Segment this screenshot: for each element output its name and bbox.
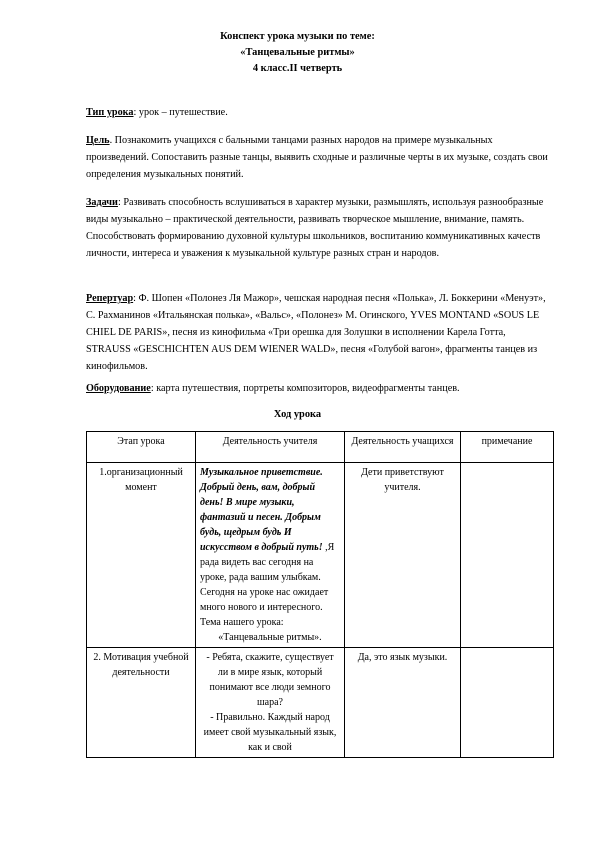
header-title-line1: Конспект урока музыки по теме: — [220, 31, 375, 42]
lesson-type-label: Тип урока — [86, 107, 134, 118]
header-title-line3: 4 класс.II четверть — [252, 63, 343, 74]
students-cell: Да, это язык музыки. — [345, 648, 461, 758]
repertoire-paragraph — [86, 290, 550, 375]
lesson-table — [86, 431, 554, 758]
tasks-paragraph — [86, 194, 550, 262]
note-cell — [461, 648, 554, 758]
table-row — [87, 648, 554, 758]
repertoire-text: : Ф. Шопен «Полонез Ля Мажор», чешская народная песня «Полька», Л. Боккерини «Менуэт», С. Рахманинов «Итальянская полька», «Вальс», «Полонез» М. Огинского, YVES MONTAND «SOUS LE CHIEL DE PARIS», песня из кинофильма «Три орешка для Золушки в исполнении Карела Готта, STRAUSS «GESCHICHTEN AUS DEM WIENER WALD», песня «Голубой вагон», фрагменты танцев из кинофильмов. — [86, 293, 546, 372]
goal-paragraph — [86, 132, 550, 183]
lesson-type-paragraph — [86, 104, 550, 121]
teacher-cell — [196, 463, 345, 648]
teacher-answer: - Правильно. Каждый народ имеет свой музыкальный язык, как и свой — [203, 712, 337, 753]
goal-label: Цель — [86, 135, 110, 146]
goal-text: . Познакомить учащихся с бальными танцами разных народов на примере музыкальных произведений. Сопоставить разные танцы, выявить сходные и различные черты в их музыке, создать свои определения музыкальных понятий. — [86, 135, 548, 180]
table-header-row — [87, 432, 554, 463]
students-cell: Дети приветствуют учителя. — [345, 463, 461, 648]
greeting-verse: Музыкальное приветствие. Добрый день, вам, добрый день! В мире музыки, фантазий и песен. Добрым будь, щедрым будь И искусством в добрый путь! — [200, 467, 323, 553]
repertoire-label: Репертуар — [86, 293, 134, 304]
table-header-note: примечание — [461, 432, 554, 463]
equipment-paragraph — [86, 380, 550, 397]
table-row — [87, 463, 554, 648]
note-cell — [461, 463, 554, 648]
table-header-teacher: Деятельность учителя — [196, 432, 345, 463]
stage-cell: 2. Мотивация учебной деятельности — [87, 648, 196, 758]
tasks-label: Задачи — [86, 197, 118, 208]
teacher-text: ,Я рада видеть вас сегодня на уроке, рада вашим улыбкам. Сегодня на уроке нас ожидает много нового и интересного. Тема нашего урока: — [200, 542, 335, 628]
equipment-label: Оборудование — [86, 383, 151, 394]
equipment-text: : карта путешествия, портреты композиторов, видеофрагменты танцев. — [150, 383, 460, 394]
lesson-type-text: : урок – путешествие. — [133, 107, 228, 118]
table-header-stage: Этап урока — [87, 432, 196, 463]
tasks-text: : Развивать способность вслушиваться в характер музыки, размышлять, используя разнообразные виды музыкально – практической деятельности, развивать творческое мышление, внимание, память. Способствовать формированию духовной культуры школьников, воспитанию коммуникативных качеств личности, интереса и уважения к музыкальной культуре разных стран и народов. — [86, 197, 544, 259]
course-title: Ход урока — [273, 409, 322, 420]
stage-cell: 1.организационный момент — [87, 463, 196, 648]
header-title-line2: «Танцевальные ритмы» — [240, 47, 355, 58]
table-header-students: Деятельность учащихся — [345, 432, 461, 463]
lesson-topic: «Танцевальные ритмы». — [218, 632, 322, 643]
teacher-question: - Ребята, скажите, существует ли в мире язык, который понимают все люди земного шара? — [206, 652, 334, 708]
teacher-cell — [196, 648, 345, 758]
